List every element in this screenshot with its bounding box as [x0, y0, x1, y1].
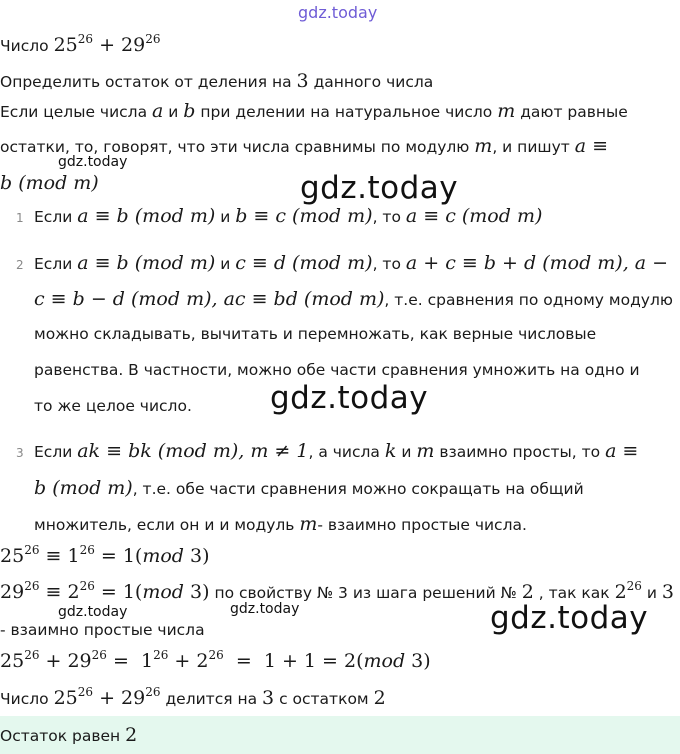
solution-line: $29^{26} \equiv 2^{26} = 1(mod$ 3) по свойству № 3 из шага решений № 2 , так как $2^{26}$ и 3 [0, 578, 674, 603]
watermark-big: gdz.today [270, 380, 429, 416]
step-2-line: c ≡ b − d (mod m), ac ≡ bd (mod m), т.е. сравнения по одному модулю [34, 288, 673, 310]
step-2-line: можно складывать, вычитать и перемножать, как верные числовые [34, 325, 597, 343]
step-number: 1 [16, 211, 24, 225]
step-3-line: Если ak ≡ bk (mod m), m ≠ 1, а числа k и m взаимно просты, то a ≡ [34, 440, 639, 462]
solution-line: $25^{26} \equiv 1^{26} = 1(mod$ 3) [0, 542, 210, 567]
task-question: Определить остаток от деления на 3 данного числа [0, 70, 434, 92]
step-2-line: то же целое число. [34, 397, 192, 415]
step-number: 2 [16, 258, 24, 272]
watermark-small: gdz.today [58, 604, 128, 620]
task-line: Число $25^{26} + 29^{26}$ [0, 31, 161, 56]
watermark-top: gdz.today [298, 3, 378, 22]
solution-line: - взаимно простые числа [0, 621, 205, 639]
step-3-line: b (mod m), т.е. обе части сравнения можно сокращать на общий [34, 477, 584, 499]
watermark-big: gdz.today [490, 600, 649, 636]
solution-line: $25^{26} + 29^{26} = 1^{26} + 2^{26} = 1 + 1 = 2(mod$ 3) [0, 647, 431, 672]
step-2-line: Если a ≡ b (mod m) и c ≡ d (mod m), то a + c ≡ b + d (mod m), a − [34, 252, 669, 274]
answer-box [0, 716, 680, 754]
step-number: 3 [16, 446, 24, 460]
theory-line: остатки, то, говорят, что эти числа сравнимы по модулю m, и пишут a ≡ [0, 135, 609, 157]
step-3-line: множитель, если он и и модуль m- взаимно простые числа. [34, 513, 527, 535]
watermark-small: gdz.today [58, 154, 128, 170]
answer-text: Остаток равен 2 [0, 724, 138, 746]
math-expression: $25^{26} + 29^{26}$ [53, 31, 161, 56]
step-1-line: Если a ≡ b (mod m) и b ≡ c (mod m), то a ≡ c (mod m) [34, 205, 543, 227]
theory-line: Если целые числа a и b при делении на натуральное число m дают равные [0, 100, 628, 122]
theory-line: b (mod m) [0, 172, 99, 194]
watermark-big: gdz.today [300, 170, 459, 206]
solution-conclusion: Число $25^{26} + 29^{26}$ делится на 3 с остатком 2 [0, 684, 386, 709]
step-2-line: равенства. В частности, можно обе части сравнения умножить на одно и [34, 361, 640, 379]
watermark-small: gdz.today [230, 601, 300, 617]
